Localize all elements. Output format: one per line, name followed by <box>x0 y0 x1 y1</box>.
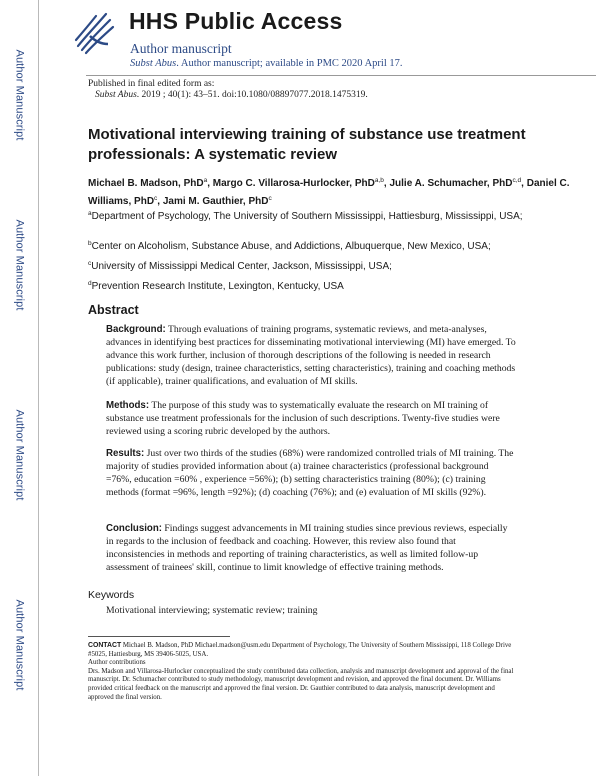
affiliation <box>88 237 588 254</box>
availability-text: . Author manuscript; available in PMC 2020 April 17. <box>176 58 403 69</box>
affiliation-sup: b <box>88 240 92 247</box>
sidebar-label-2: Author Manuscript <box>13 219 25 311</box>
abstract-background <box>106 323 516 388</box>
abstract-results <box>106 447 516 499</box>
author-sup: a <box>203 177 208 184</box>
citation-details: . 2019 ; 40(1): 43–51. doi:10.1080/08897077.2018.1475319. <box>136 90 368 100</box>
sidebar-label-1: Author Manuscript <box>13 49 25 141</box>
sidebar-divider <box>38 0 39 776</box>
abstract-methods <box>106 399 516 438</box>
affiliation-text: Prevention Research Institute, Lexington, Kentucky, USA <box>91 281 344 292</box>
author-sup: c,d <box>512 177 522 184</box>
journal-availability <box>130 58 403 69</box>
author-sup: c <box>154 194 158 202</box>
affiliation-text: University of Mississippi Medical Center, Jackson, Mississippi, USA; <box>91 261 392 272</box>
author-name: Margo C. Villarosa-Hurlocker, PhD <box>212 178 375 189</box>
background-text: Through evaluations of training programs, systematic reviews, and meta-analyses, advances in identifying best practices for disseminating motivational interviewing (MI) have emerged. To advance this work further, inclusion of thorough descriptions of the following is needed in research publications: study (design, trainee characteristics, setting characteristics), training and coaching methods (if applicable), trainer qualifications, and evaluation of MI skills. <box>106 324 516 387</box>
affiliation-sup: a <box>88 210 92 217</box>
background-label: Background: <box>106 324 166 335</box>
affiliation-text: Department of Psychology, The University of Southern Mississippi, Hattiesburg, Mississippi, USA; <box>91 211 523 222</box>
affiliation <box>88 207 588 224</box>
header-rule <box>86 75 596 76</box>
citation <box>95 90 368 100</box>
footnote-rule <box>88 636 230 637</box>
contact-text: Michael B. Madson, PhD Michael.madson@usm.edu Department of Psychology, The University of Southern Mississippi, 118 College Drive #5025, Hattiesburg, MS 39406-5025, USA. <box>88 642 512 658</box>
author-manuscript-label: Author manuscript <box>130 41 232 56</box>
hhs-public-access-title: HHS Public Access <box>129 8 343 34</box>
author-name: Jami M. Gauthier, PhD <box>162 195 269 207</box>
methods-label: Methods: <box>106 400 150 411</box>
author-name: Daniel C. Williams, PhD <box>88 178 570 207</box>
contact-label: CONTACT <box>88 642 122 649</box>
journal-abbrev: Subst Abus <box>130 58 177 69</box>
conclusion-text: Findings suggest advancements in MI training studies since previous reviews, especially in regards to the inclusion of feedback and coaching. However, this review also found that inconsistencies in methods and reporting of training characteristics, as well as limited follow-up assessment of trainees' skill, continue to limit knowledge of effective training methods. <box>106 523 508 573</box>
citation-journal: Subst Abus <box>95 90 137 100</box>
sidebar-label-4: Author Manuscript <box>13 599 25 691</box>
results-label: Results: <box>106 448 145 459</box>
sidebar-label-3: Author Manuscript <box>13 409 25 501</box>
affiliation <box>88 257 588 274</box>
contributions-text: Drs. Madson and Villarosa-Hurlocker conceptualized the study contributed data collection, analysis and manuscript development and approval of the final manuscript. Dr. Schumacher contributed to study methodology, manuscript development and revision, and approved the final document. Dr. Williams provided critical feedback on the manuscript and approved the final version. Dr. Gauthier contributed to data analysis, manuscript development and approved the final version. <box>88 667 514 701</box>
keywords-heading: Keywords <box>88 589 135 601</box>
contact-note <box>88 642 518 659</box>
keywords-text: Motivational interviewing; systematic review; training <box>106 605 318 616</box>
affiliation <box>88 277 588 294</box>
affiliation-sup: c <box>88 260 92 267</box>
abstract-conclusion <box>106 522 516 574</box>
conclusion-label: Conclusion: <box>106 523 162 534</box>
hhs-eagle-icon <box>70 6 118 58</box>
abstract-heading: Abstract <box>88 303 139 317</box>
methods-text: The purpose of this study was to systematically evaluate the research on MI training of substance use treatment professionals for the inclusion of such descriptions. Twenty-five studies were reviewed using a scoring rubric developed by the authors. <box>106 400 500 437</box>
author-name: Michael B. Madson, PhD <box>88 178 204 189</box>
published-label: Published in final edited form as: <box>88 79 215 89</box>
author-name: Julie A. Schumacher, PhD <box>389 178 513 189</box>
author-list: Michael B. Madson, PhD$^a$, Margo C. Villarosa-Hurlocker, PhD$^{a,b}$, Julie A. Schumacher, PhD$^{c,d}$, Daniel C. Williams, PhD$^c$, Jami M. Gauthier, PhD$^c$ <box>88 177 570 207</box>
author-sup: a,b <box>374 177 384 184</box>
contributions-label: Author contributions <box>88 659 146 667</box>
affiliation-sup: d <box>88 280 92 287</box>
affiliation-text: Center on Alcoholism, Substance Abuse, and Addictions, Albuquerque, New Mexico, USA; <box>91 241 491 252</box>
author-sup: c <box>268 194 272 202</box>
results-text: Just over two thirds of the studies (68%) were randomized controlled trials of MI training. The majority of studies provided information about (a) trainee characteristics (professional background =76%, education =60% , experience =56%); (b) setting characteristics training (80%); (c) training methods (format =96%, length =92%); (d) coaching (76%); and (e) evaluation of MI skills (92%). <box>106 448 514 498</box>
article-title: Motivational interviewing training of substance use treatment professionals: A systematic review <box>88 126 526 163</box>
footnotes <box>88 642 518 702</box>
